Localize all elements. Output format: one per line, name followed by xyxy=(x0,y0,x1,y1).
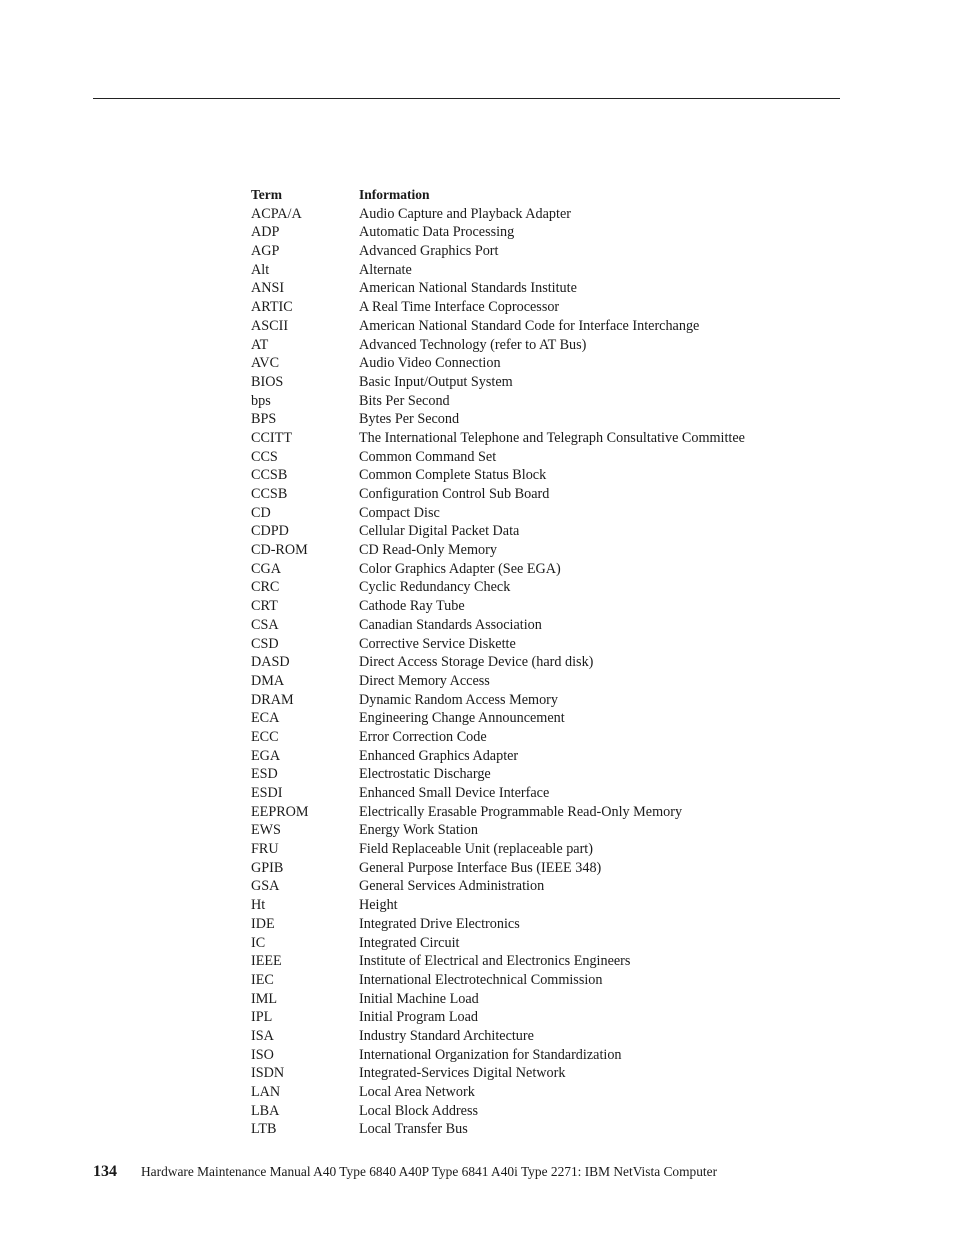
table-row xyxy=(251,1008,811,1027)
table-row xyxy=(251,672,811,691)
table-row xyxy=(251,485,811,504)
information-cell: Cyclic Redundancy Check xyxy=(359,579,511,596)
information-cell: Electrostatic Discharge xyxy=(359,766,491,783)
information-cell: Electrically Erasable Programmable Read-Only Memory xyxy=(359,803,683,820)
table-row xyxy=(251,1046,811,1065)
information-cell: Institute of Electrical and Electronics Engineers xyxy=(359,953,631,970)
term-cell: BPS xyxy=(251,411,277,428)
term-cell: Ht xyxy=(251,897,266,914)
information-cell: Direct Access Storage Device (hard disk) xyxy=(359,654,594,671)
information-cell: Height xyxy=(359,897,398,914)
information-cell: Automatic Data Processing xyxy=(359,224,515,241)
table-row xyxy=(251,223,811,242)
information-cell: Cathode Ray Tube xyxy=(359,598,465,615)
information-cell: CD Read-Only Memory xyxy=(359,542,497,559)
information-cell: Common Complete Status Block xyxy=(359,467,547,484)
table-row xyxy=(251,466,811,485)
information-cell: American National Standard Code for Interface Interchange xyxy=(359,317,700,334)
footer-title: Hardware Maintenance Manual A40 Type 6840 A40P Type 6841 A40i Type 2271: IBM NetVista Computer xyxy=(141,1164,718,1179)
information-cell: Cellular Digital Packet Data xyxy=(359,523,520,540)
term-cell: bps xyxy=(251,392,271,409)
term-cell: CSA xyxy=(251,616,279,633)
term-cell: IEEE xyxy=(251,953,282,970)
table-row xyxy=(251,616,811,635)
table-header-row xyxy=(251,186,811,205)
information-cell: Energy Work Station xyxy=(359,822,478,839)
table-row xyxy=(251,859,811,878)
information-cell: The International Telephone and Telegraph Consultative Committee xyxy=(359,429,745,446)
term-cell: ECA xyxy=(251,710,280,727)
information-cell: Error Correction Code xyxy=(359,728,487,745)
table-row xyxy=(251,541,811,560)
information-cell: Audio Capture and Playback Adapter xyxy=(359,205,571,222)
term-cell: CRC xyxy=(251,579,280,596)
table-row xyxy=(251,279,811,298)
term-cell: CRT xyxy=(251,598,278,615)
information-cell: Canadian Standards Association xyxy=(359,616,542,633)
information-cell: Integrated Drive Electronics xyxy=(359,915,520,932)
table-row xyxy=(251,896,811,915)
information-cell: International Organization for Standardization xyxy=(359,1046,622,1063)
term-cell: ACPA/A xyxy=(251,205,302,222)
information-cell: General Purpose Interface Bus (IEEE 348) xyxy=(359,859,602,876)
term-cell: ISA xyxy=(251,1027,274,1044)
term-cell: EGA xyxy=(251,747,281,764)
table-row xyxy=(251,242,811,261)
table-row xyxy=(251,1064,811,1083)
information-cell: Industry Standard Architecture xyxy=(359,1027,534,1044)
table-row xyxy=(251,261,811,280)
term-cell: CCS xyxy=(251,448,278,465)
term-cell: CD-ROM xyxy=(251,542,308,559)
table-row xyxy=(251,373,811,392)
term-cell: IC xyxy=(251,934,266,951)
term-cell: LAN xyxy=(251,1084,281,1100)
term-cell: CDPD xyxy=(251,523,289,540)
information-cell: Audio Video Connection xyxy=(359,355,501,372)
table-row xyxy=(251,410,811,429)
table-row xyxy=(251,877,811,896)
table-row xyxy=(251,1027,811,1046)
information-cell: Local Transfer Bus xyxy=(359,1121,468,1138)
information-cell: Engineering Change Announcement xyxy=(359,710,565,727)
table-row xyxy=(251,934,811,953)
term-cell: GSA xyxy=(251,878,280,895)
term-cell: ASCII xyxy=(251,317,289,334)
table-row xyxy=(251,578,811,597)
information-cell: Basic Input/Output System xyxy=(359,373,513,390)
table-body xyxy=(251,205,811,1139)
information-cell: Compact Disc xyxy=(359,504,440,521)
term-cell: ECC xyxy=(251,728,279,745)
table-row xyxy=(251,709,811,728)
term-cell: ADP xyxy=(251,224,280,241)
table-row xyxy=(251,597,811,616)
table-row xyxy=(251,653,811,672)
term-cell: LTB xyxy=(251,1121,277,1138)
term-cell: EWS xyxy=(251,822,281,839)
table-row xyxy=(251,691,811,710)
table-row xyxy=(251,560,811,579)
information-cell: Integrated-Services Digital Network xyxy=(359,1065,566,1082)
table-row xyxy=(251,522,811,541)
information-cell: Integrated Circuit xyxy=(359,934,460,951)
term-cell: IPL xyxy=(251,1009,273,1026)
information-cell: Enhanced Small Device Interface xyxy=(359,785,550,801)
term-cell: AT xyxy=(251,336,269,353)
term-cell: ISO xyxy=(251,1046,274,1063)
information-cell: Advanced Technology (refer to AT Bus) xyxy=(359,336,587,353)
information-cell: Alternate xyxy=(359,261,412,278)
information-cell: Field Replaceable Unit (replaceable part) xyxy=(359,841,593,858)
table-row xyxy=(251,821,811,840)
table-row xyxy=(251,205,811,224)
term-cell: CCITT xyxy=(251,429,292,446)
term-cell: ARTIC xyxy=(251,299,293,316)
term-cell: ESD xyxy=(251,766,278,783)
table-row xyxy=(251,1120,811,1139)
table-row xyxy=(251,1102,811,1121)
table-row xyxy=(251,728,811,747)
table-row xyxy=(251,915,811,934)
term-cell: DMA xyxy=(251,672,285,689)
term-cell: CCSB xyxy=(251,486,288,502)
table-row xyxy=(251,429,811,448)
information-cell: American National Standards Institute xyxy=(359,280,577,297)
term-cell: FRU xyxy=(251,841,279,858)
term-cell: CGA xyxy=(251,560,281,577)
table-row xyxy=(251,747,811,766)
information-cell: Advanced Graphics Port xyxy=(359,243,499,260)
term-cell: ANSI xyxy=(251,280,285,297)
information-cell: Initial Machine Load xyxy=(359,990,479,1007)
information-cell: International Electrotechnical Commission xyxy=(359,971,603,988)
term-cell: ESDI xyxy=(251,785,283,801)
term-column-header: Term xyxy=(251,187,282,202)
term-cell: CSD xyxy=(251,635,279,652)
term-cell: IDE xyxy=(251,915,275,932)
table-row xyxy=(251,392,811,411)
page-footer xyxy=(93,1161,717,1183)
information-cell: Direct Memory Access xyxy=(359,672,490,689)
table-row xyxy=(251,635,811,654)
table-row xyxy=(251,448,811,467)
information-cell: Common Command Set xyxy=(359,448,497,465)
information-cell: Corrective Service Diskette xyxy=(359,635,516,652)
table-row xyxy=(251,971,811,990)
table-row xyxy=(251,1083,811,1102)
information-cell: Configuration Control Sub Board xyxy=(359,486,550,502)
page-number: 134 xyxy=(93,1163,117,1180)
table-row xyxy=(251,354,811,373)
information-cell: Local Area Network xyxy=(359,1084,475,1100)
information-cell: Initial Program Load xyxy=(359,1009,478,1026)
term-cell: AVC xyxy=(251,355,280,372)
header-rule xyxy=(93,98,840,99)
table-row xyxy=(251,840,811,859)
term-cell: GPIB xyxy=(251,859,284,876)
table-row xyxy=(251,317,811,336)
term-cell: DASD xyxy=(251,654,290,671)
information-cell: Dynamic Random Access Memory xyxy=(359,691,558,708)
information-cell: Enhanced Graphics Adapter xyxy=(359,747,519,764)
term-cell: CCSB xyxy=(251,467,288,484)
term-cell: BIOS xyxy=(251,373,284,390)
table-row xyxy=(251,952,811,971)
table-row xyxy=(251,298,811,317)
information-cell: A Real Time Interface Coprocessor xyxy=(359,299,560,316)
term-cell: EEPROM xyxy=(251,803,309,820)
term-cell: LBA xyxy=(251,1102,280,1119)
term-cell: ISDN xyxy=(251,1065,285,1082)
table-row xyxy=(251,990,811,1009)
term-cell: AGP xyxy=(251,243,280,260)
term-cell: Alt xyxy=(251,261,270,278)
table-row xyxy=(251,504,811,523)
table-row xyxy=(251,336,811,355)
term-cell: CD xyxy=(251,504,271,521)
information-column-header: Information xyxy=(359,187,430,202)
information-cell: Color Graphics Adapter (See EGA) xyxy=(359,560,561,577)
table-row xyxy=(251,784,811,803)
term-cell: DRAM xyxy=(251,691,294,708)
table-row xyxy=(251,765,811,784)
glossary-table xyxy=(251,186,811,1139)
table-row xyxy=(251,803,811,822)
term-cell: IEC xyxy=(251,971,274,988)
information-cell: Local Block Address xyxy=(359,1102,478,1119)
information-cell: Bits Per Second xyxy=(359,392,450,409)
information-cell: General Services Administration xyxy=(359,878,545,895)
term-cell: IML xyxy=(251,990,278,1007)
information-cell: Bytes Per Second xyxy=(359,411,460,428)
